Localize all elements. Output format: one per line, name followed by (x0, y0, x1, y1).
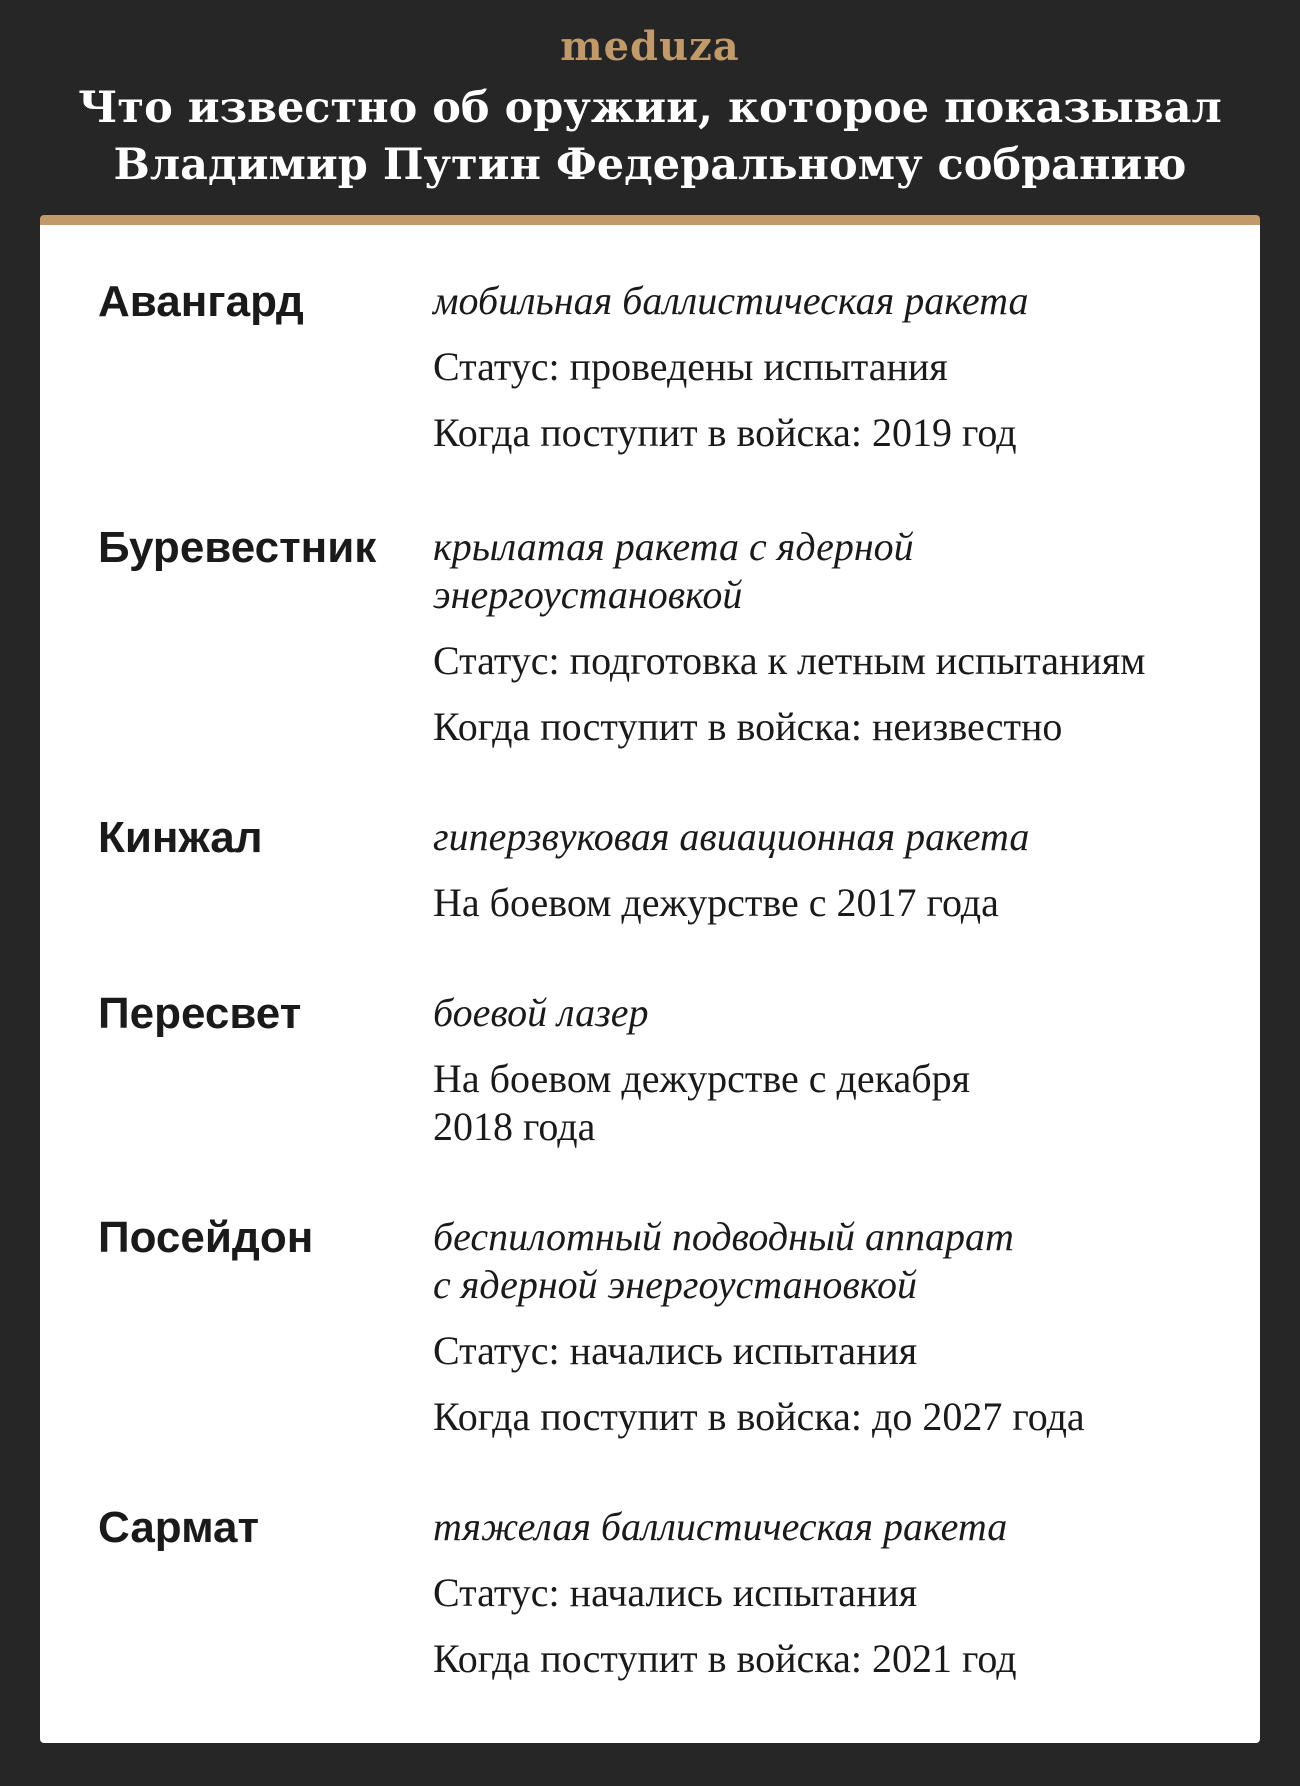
weapon-name: Буревестник (98, 523, 377, 572)
weapon-deployment: Когда поступит в войска: до 2027 года (433, 1394, 1085, 1439)
weapon-deployment: Когда поступит в войска: неизвестно (433, 704, 1063, 749)
weapon-name: Авангард (98, 277, 304, 326)
weapon-status: На боевом дежурстве с 2017 года (433, 880, 999, 925)
weapon-deployment: Когда поступит в войска: 2019 год (433, 410, 1017, 455)
weapon-status: На боевом дежурстве с декабря 2018 года (433, 1056, 970, 1149)
weapon-details (433, 989, 1233, 1169)
weapon-name: Посейдон (98, 1213, 314, 1262)
weapon-status: Статус: проведены испытания (433, 344, 948, 389)
weapon-deployment: Когда поступит в войска: 2021 год (433, 1636, 1017, 1681)
weapon-description: крылатая ракета с ядерной энергоустановкой (433, 524, 914, 617)
weapon-details (433, 813, 1233, 945)
weapon-description: беспилотный подводный аппарат с ядерной энергоустановкой (433, 1214, 1014, 1307)
weapon-details (433, 1213, 1233, 1459)
weapon-description: мобильная баллистическая ракета (433, 278, 1029, 323)
weapon-name: Сармат (98, 1503, 260, 1552)
page-title: Что известно об оружии, которое показывал Владимир Путин Федеральному собранию (78, 83, 1222, 190)
weapon-description: боевой лазер (433, 990, 649, 1035)
weapon-name: Кинжал (98, 813, 263, 862)
weapon-status: Статус: начались испытания (433, 1570, 918, 1615)
brand-logo: meduza (560, 23, 740, 70)
weapon-status: Статус: подготовка к летным испытаниям (433, 638, 1146, 683)
weapons-card (40, 215, 1260, 1743)
weapon-description: тяжелая баллистическая ракета (433, 1504, 1008, 1549)
weapon-status: Статус: начались испытания (433, 1328, 918, 1373)
weapon-details (433, 277, 1233, 475)
weapon-details (433, 1503, 1233, 1701)
weapon-details (433, 523, 1233, 769)
weapon-name: Пересвет (98, 989, 302, 1038)
weapon-description: гиперзвуковая авиационная ракета (433, 814, 1030, 859)
